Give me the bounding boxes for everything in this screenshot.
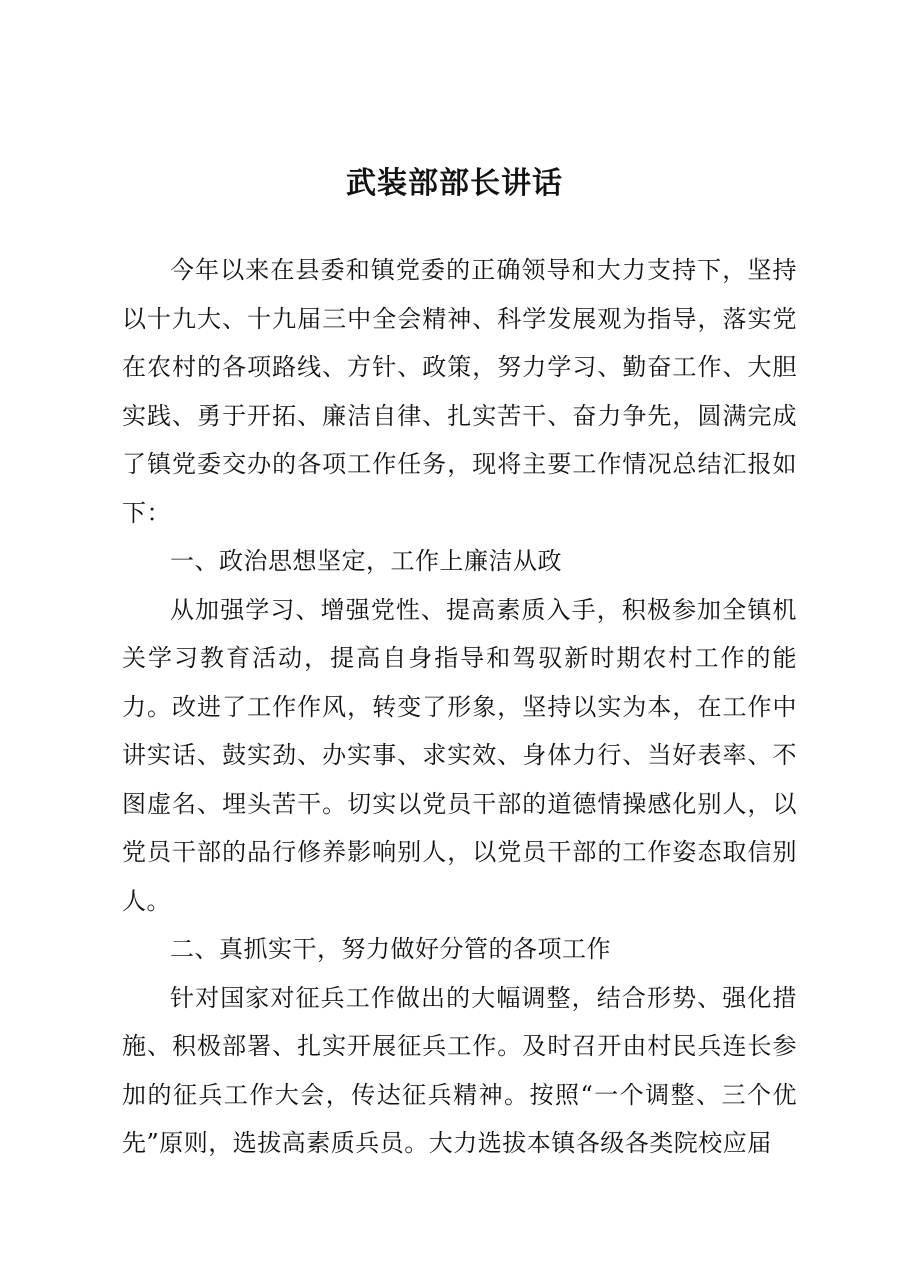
document-title: 武装部部长讲话 bbox=[346, 166, 563, 201]
section-heading-1: 一、政治思想坚定，工作上廉洁从政 bbox=[170, 547, 562, 575]
document-body bbox=[122, 246, 797, 1168]
section-1-paragraph: 从加强学习、增强党性、提高素质入手，积极参加全镇机关学习教育活动，提高自身指导和驾驭新时期农村工作的能力。改进了工作作风，转变了形象，坚持以实为本，在工作中讲实话、鼓实劲、办实事、求实效、身体力行、当好表率、不图虚名、埋头苦干。切实以党员干部的道德情操感化别人，以党员干部的品行修养影响别人，以党员干部的工作姿态取信别人。 bbox=[122, 595, 797, 915]
section-2-paragraph: 针对国家对征兵工作做出的大幅调整，结合形势、强化措施、积极部署、扎实开展征兵工作。及时召开由村民兵连长参加的征兵工作大会，传达征兵精神。按照“一个调整、三个优先”原则，选拔高素质兵员。大力选拔本镇各级各类院校应届 bbox=[122, 983, 797, 1157]
section-heading-2: 二、真抓实干，努力做好分管的各项工作 bbox=[170, 935, 611, 963]
intro-paragraph: 今年以来在县委和镇党委的正确领导和大力支持下，坚持以十九大、十九届三中全会精神、科学发展观为指导，落实党在农村的各项路线、方针、政策，努力学习、勤奋工作、大胆实践、勇于开拓、廉洁自律、扎实苦干、奋力争先，圆满完成了镇党委交办的各项工作任务，现将主要工作情况总结汇报如下： bbox=[122, 256, 797, 527]
